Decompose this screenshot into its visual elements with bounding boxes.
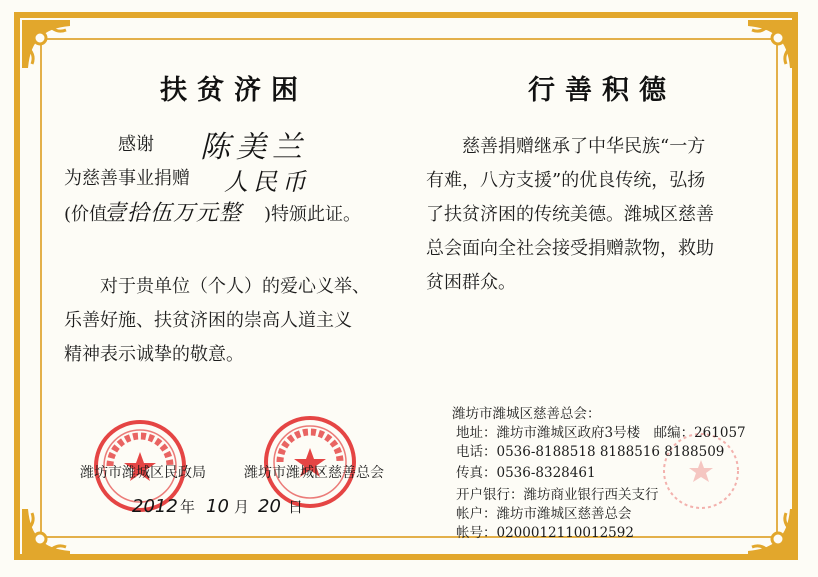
value-amount-handwritten: 壹拾伍万元整 [104,201,243,226]
body-line-2: 有难，八方支援”的优良传统，弘扬 [426,170,706,191]
date-day-label: 日 [288,498,304,516]
praise-line-1: 对于贵单位（个人）的爱心义举、 [100,276,370,297]
date-month-handwritten: 10 [206,496,229,517]
value-open: (价值 [64,204,108,225]
donor-name-handwritten: 陈美兰 [200,130,308,165]
bank: 开户银行：潍坊商业银行西关支行 [456,487,659,503]
org-name: 潍坊市潍城区慈善总会： [452,406,601,422]
praise-line-3: 精神表示诚挚的敬意。 [64,344,244,365]
date-year-handwritten: 2012 [132,496,178,517]
left-title: 扶贫济困 [160,75,308,106]
praise-line-2: 乐善好施、扶贫济困的崇高人道主义 [64,310,352,331]
donate-item-handwritten: 人民币 [224,168,311,196]
value-close: )特颁此证。 [264,204,362,225]
body-line-4: 总会面向全社会接受捐赠款物，救助 [426,238,714,259]
issuer-charity-association: 潍坊市潍城区慈善总会 [244,465,384,481]
corner-ornament-icon [744,16,800,72]
date-year-label: 年 [180,498,196,516]
date-day-handwritten: 20 [258,496,281,517]
body-line-3: 了扶贫济困的传统美德。潍城区慈善 [426,204,714,225]
corner-ornament-icon [18,505,74,561]
body-line-1: 慈善捐赠继承了中华民族“一方 [462,136,706,157]
date-month-label: 月 [234,498,250,516]
account-name: 帐户：潍坊市潍城区慈善总会 [456,506,632,522]
corner-ornament-icon [18,16,74,72]
thanks-label: 感谢 [118,134,154,155]
body-line-5: 贫困群众。 [426,272,516,293]
right-title: 行善积德 [528,75,676,106]
phone: 电话：0536-8188518 8188516 8188509 [456,444,725,460]
corner-ornament-icon [744,505,800,561]
fax: 传真：0536-8328461 [456,465,596,481]
issuer-civil-affairs: 潍坊市潍城区民政局 [80,465,206,481]
donate-line: 为慈善事业捐赠 [64,168,190,189]
address: 地址：潍坊市潍城区政府3号楼 邮编：261057 [456,425,746,441]
account-number: 帐号：0200012110012592 [456,525,634,541]
